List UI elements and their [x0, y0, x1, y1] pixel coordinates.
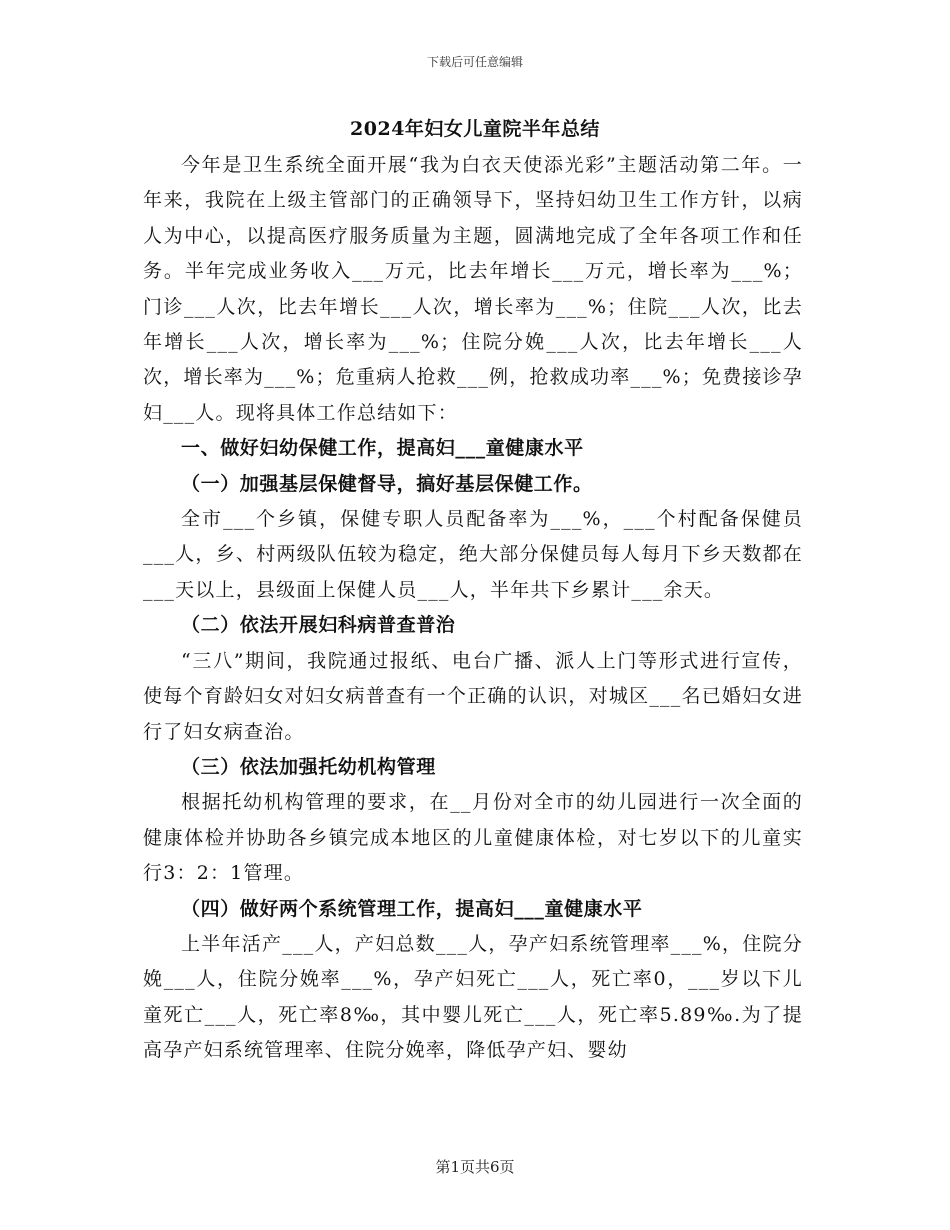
subsection-2-paragraph: “三八”期间，我院通过报纸、电台广播、派人上门等形式进行宣传，使每个育龄妇女对妇女病普查有一个正确的认识，对城区___名已婚妇女进行了妇女病查治。: [143, 649, 803, 743]
subsection-1-paragraph: 全市___个乡镇，保健专职人员配备率为___%，___个村配备保健员___人，乡、村两级队伍较为稳定，绝大部分保健员每人每月下乡天数都在___天以上，县级面上保健人员___人，半年共下乡累计___余天。: [143, 508, 803, 601]
subsection-1-heading: （一）加强基层保健督导，搞好基层保健工作。: [181, 472, 593, 495]
section-1-heading: 一、做好妇幼保健工作，提高妇___童健康水平: [181, 437, 584, 460]
intro-paragraph: 今年是卫生系统全面开展“我为白衣天使添光彩”主题活动第二年。一年来，我院在上级主管部门的正确领导下，坚持妇幼卫生工作方针，以病人为中心，以提高医疗服务质量为主题，圆满地完成了全年各项工作和任务。半年完成业务收入___万元，比去年增长___万元，增长率为___%；门诊___人次，比去年增长___人次，增长率为___%；住院___人次，比去年增长___人次，增长率为___%；住院分娩___人次，比去年增长___人次，增长率为___%；危重病人抢救___例，抢救成功率___%；免费接诊孕妇___人。现将具体工作总结如下：: [143, 154, 804, 424]
subsection-4-heading: （四）做好两个系统管理工作，提高妇___童健康水平: [181, 897, 643, 920]
page-number-footer: 第1页共6页: [435, 1158, 515, 1176]
document-title: 2024年妇女儿童院半年总结: [350, 118, 600, 140]
page-header-note: 下载后可任意编辑: [426, 55, 523, 69]
subsection-3-heading: （三）依法加强托幼机构管理: [181, 755, 436, 778]
subsection-4-paragraph: 上半年活产___人，产妇总数___人，孕产妇系统管理率___%，住院分娩___人，住院分娩率___%，孕产妇死亡___人，死亡率0，___岁以下儿童死亡___人，死亡率8‰，其中婴儿死亡___人，死亡率5.89‰.为了提高孕产妇系统管理率、住院分娩率，降低孕产妇、婴幼: [143, 932, 803, 1062]
document-body: [143, 148, 803, 1069]
subsection-3-paragraph: 根据托幼机构管理的要求，在__月份对全市的幼儿园进行一次全面的健康体检并协助各乡镇完成本地区的儿童健康体检，对七岁以下的儿童实行3：2：1管理。: [143, 791, 803, 885]
subsection-2-heading: （二）依法开展妇科病普查普治: [181, 614, 456, 637]
